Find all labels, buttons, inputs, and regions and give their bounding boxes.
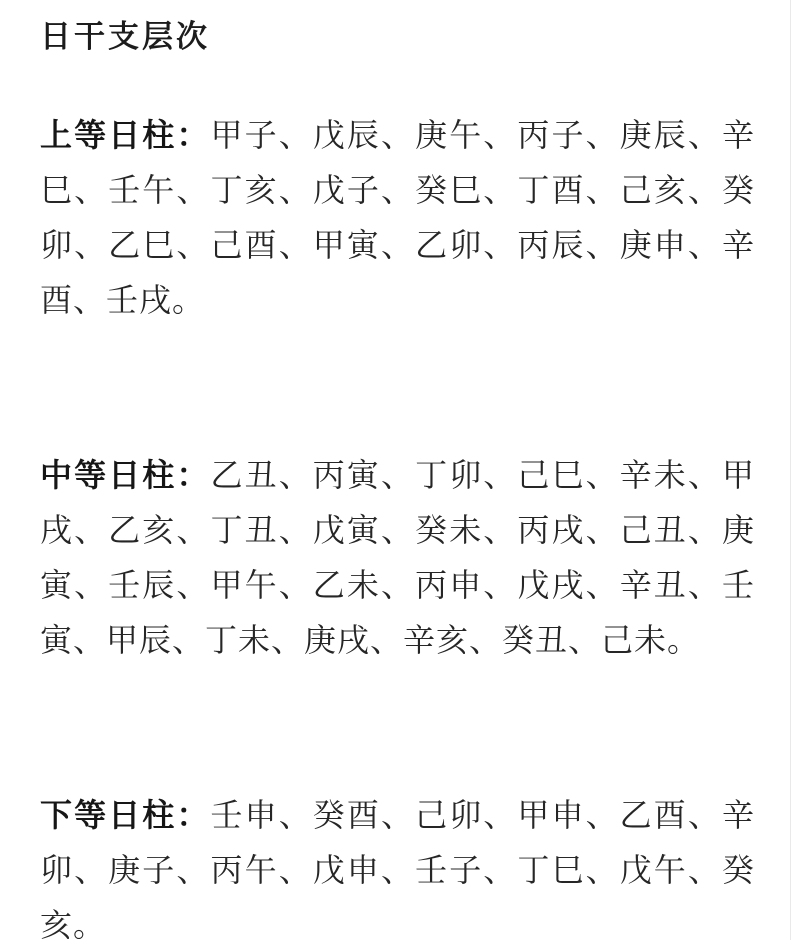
top-grade-pillar-list: 甲子、戊辰、庚午、丙子、庚辰、辛巳、壬午、丁亥、戊子、癸巳、丁酉、己亥、癸卯、乙巳、己酉、甲寅、乙卯、丙辰、庚申、辛酉、壬戌。 xyxy=(40,117,755,318)
paragraph-top-grade xyxy=(40,108,755,328)
bottom-grade-label: 下等日柱： xyxy=(40,797,211,833)
paragraph-middle-grade xyxy=(40,448,755,668)
right-edge-divider xyxy=(790,0,791,940)
paragraph-bottom-grade xyxy=(40,788,755,940)
top-grade-label: 上等日柱： xyxy=(40,117,211,153)
bottom-grade-pillar-list: 壬申、癸酉、己卯、甲申、乙酉、辛卯、庚子、丙午、戊申、壬子、丁巳、戊午、癸亥。 xyxy=(40,797,755,940)
middle-grade-pillar-list: 乙丑、丙寅、丁卯、己巳、辛未、甲戌、乙亥、丁丑、戊寅、癸未、丙戌、己丑、庚寅、壬辰、甲午、乙未、丙申、戊戌、辛丑、壬寅、甲辰、丁未、庚戌、辛亥、癸丑、己未。 xyxy=(40,457,755,658)
middle-grade-label: 中等日柱： xyxy=(40,457,211,493)
page-title: 日干支层次 xyxy=(40,19,210,54)
